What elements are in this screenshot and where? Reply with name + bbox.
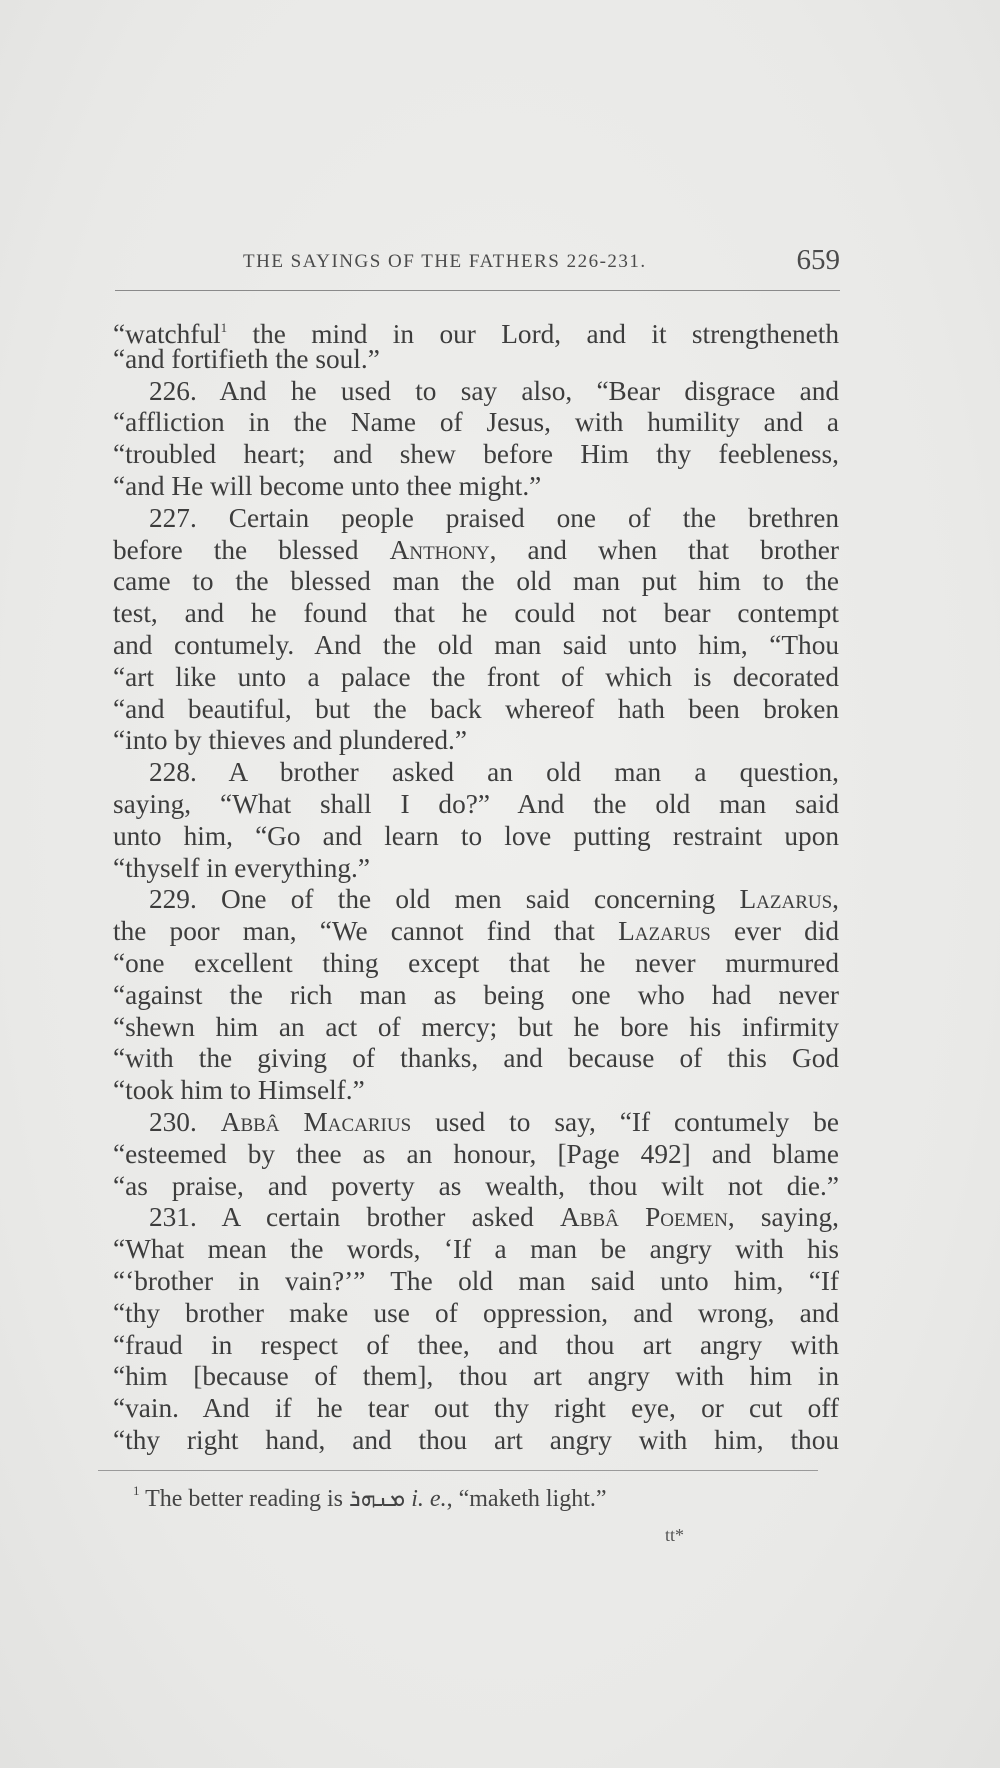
text-line: came to the blessed man the old man put him to the bbox=[113, 566, 839, 597]
text-line: saying, “What shall I do?” And the old man said bbox=[113, 788, 839, 819]
saying-230: 230. Abbâ Macarius used to say, “If contumely be bbox=[149, 1106, 840, 1137]
saying-227: 227. Certain people praised one of the brethren bbox=[149, 502, 839, 533]
text-line: “‘brother in vain?’” The old man said unto him, “If bbox=[113, 1265, 839, 1296]
name-poemen: Abbâ Poemen bbox=[560, 1202, 728, 1233]
text-line: “into by thieves and plundered.” bbox=[113, 725, 467, 756]
running-title: THE SAYINGS OF THE FATHERS 226-231. bbox=[243, 251, 647, 272]
name-lazarus: Lazarus bbox=[618, 916, 711, 947]
printer-signature: tt* bbox=[665, 1525, 685, 1545]
name-macarius: Abbâ Macarius bbox=[220, 1106, 412, 1137]
saying-228: 228. A brother asked an old man a question, bbox=[149, 757, 839, 788]
text-line: “shewn him an act of mercy; but he bore his infirmity bbox=[113, 1011, 839, 1042]
text-line: “and fortifieth the soul.” bbox=[113, 343, 380, 374]
page-number: 659 bbox=[796, 244, 840, 276]
saying-226: 226. And he used to say also, “Bear disgrace and bbox=[149, 375, 839, 406]
text-line: unto him, “Go and learn to love putting restraint upon bbox=[113, 820, 839, 851]
name-anthony: Anthony bbox=[389, 534, 490, 565]
text-line: “took him to Himself.” bbox=[113, 1075, 365, 1106]
text-line: “him [because of them], thou art angry with him in bbox=[113, 1361, 839, 1392]
text-line: “What mean the words, ‘If a man be angry with his bbox=[113, 1234, 839, 1265]
syriac-word: ܡܢܗܪ bbox=[348, 1486, 406, 1512]
text-line: the poor man, “We cannot find that Lazarus ever did bbox=[113, 916, 839, 947]
text-line: “art like unto a palace the front of which is decorated bbox=[113, 661, 839, 692]
saying-229: 229. One of the old men said concerning Lazarus, bbox=[149, 884, 839, 915]
text-line: “thy right hand, and thou art angry with him, thou bbox=[113, 1424, 839, 1455]
text-line: “thy brother make use of oppression, and wrong, and bbox=[113, 1297, 839, 1328]
text-line: “against the rich man as being one who had never bbox=[113, 979, 839, 1010]
text-line: “as praise, and poverty as wealth, thou wilt not die.” bbox=[113, 1170, 839, 1201]
text-line: “with the giving of thanks, and because of this God bbox=[113, 1043, 839, 1074]
name-lazarus: Lazarus bbox=[739, 884, 833, 915]
text-line: test, and he found that he could not bear contempt bbox=[113, 598, 839, 629]
text-line: “fraud in respect of thee, and thou art angry with bbox=[113, 1329, 839, 1360]
footnote-divider bbox=[98, 1470, 818, 1471]
text-line: “watchful$^1$ the mind in our Lord, and it strengtheneth bbox=[113, 319, 839, 349]
text-line: “affliction in the Name of Jesus, with humility and a bbox=[113, 407, 839, 438]
footnote: $^1$ The better reading is ܡܢܗܪ i. e., “maketh light.” bbox=[133, 1483, 607, 1512]
text-line: and contumely. And the old man said unto him, “Thou bbox=[113, 629, 839, 660]
text-line: “thyself in everything.” bbox=[113, 852, 370, 883]
text-line: “troubled heart; and shew before Him thy feebleness, bbox=[113, 439, 839, 470]
text-line: “one excellent thing except that he never murmured bbox=[113, 947, 839, 978]
text-line: “and He will become unto thee might.” bbox=[113, 470, 542, 501]
body-text bbox=[113, 312, 839, 1457]
text-line: “and beautiful, but the back whereof hath been broken bbox=[113, 693, 839, 724]
text-line: “vain. And if he tear out thy right eye, or cut off bbox=[113, 1393, 839, 1424]
footnote-marker[interactable]: 1 bbox=[220, 320, 228, 335]
text-line: “esteemed by thee as an honour, [Page 492] and blame bbox=[113, 1138, 839, 1169]
saying-231: 231. A certain brother asked Abbâ Poemen, saying, bbox=[149, 1202, 839, 1233]
text-line: before the blessed Anthony, and when that brother bbox=[113, 534, 839, 565]
ie-abbrev: i. e. bbox=[411, 1486, 447, 1512]
footnote-number: 1 bbox=[133, 1483, 140, 1498]
page-header bbox=[115, 246, 840, 291]
